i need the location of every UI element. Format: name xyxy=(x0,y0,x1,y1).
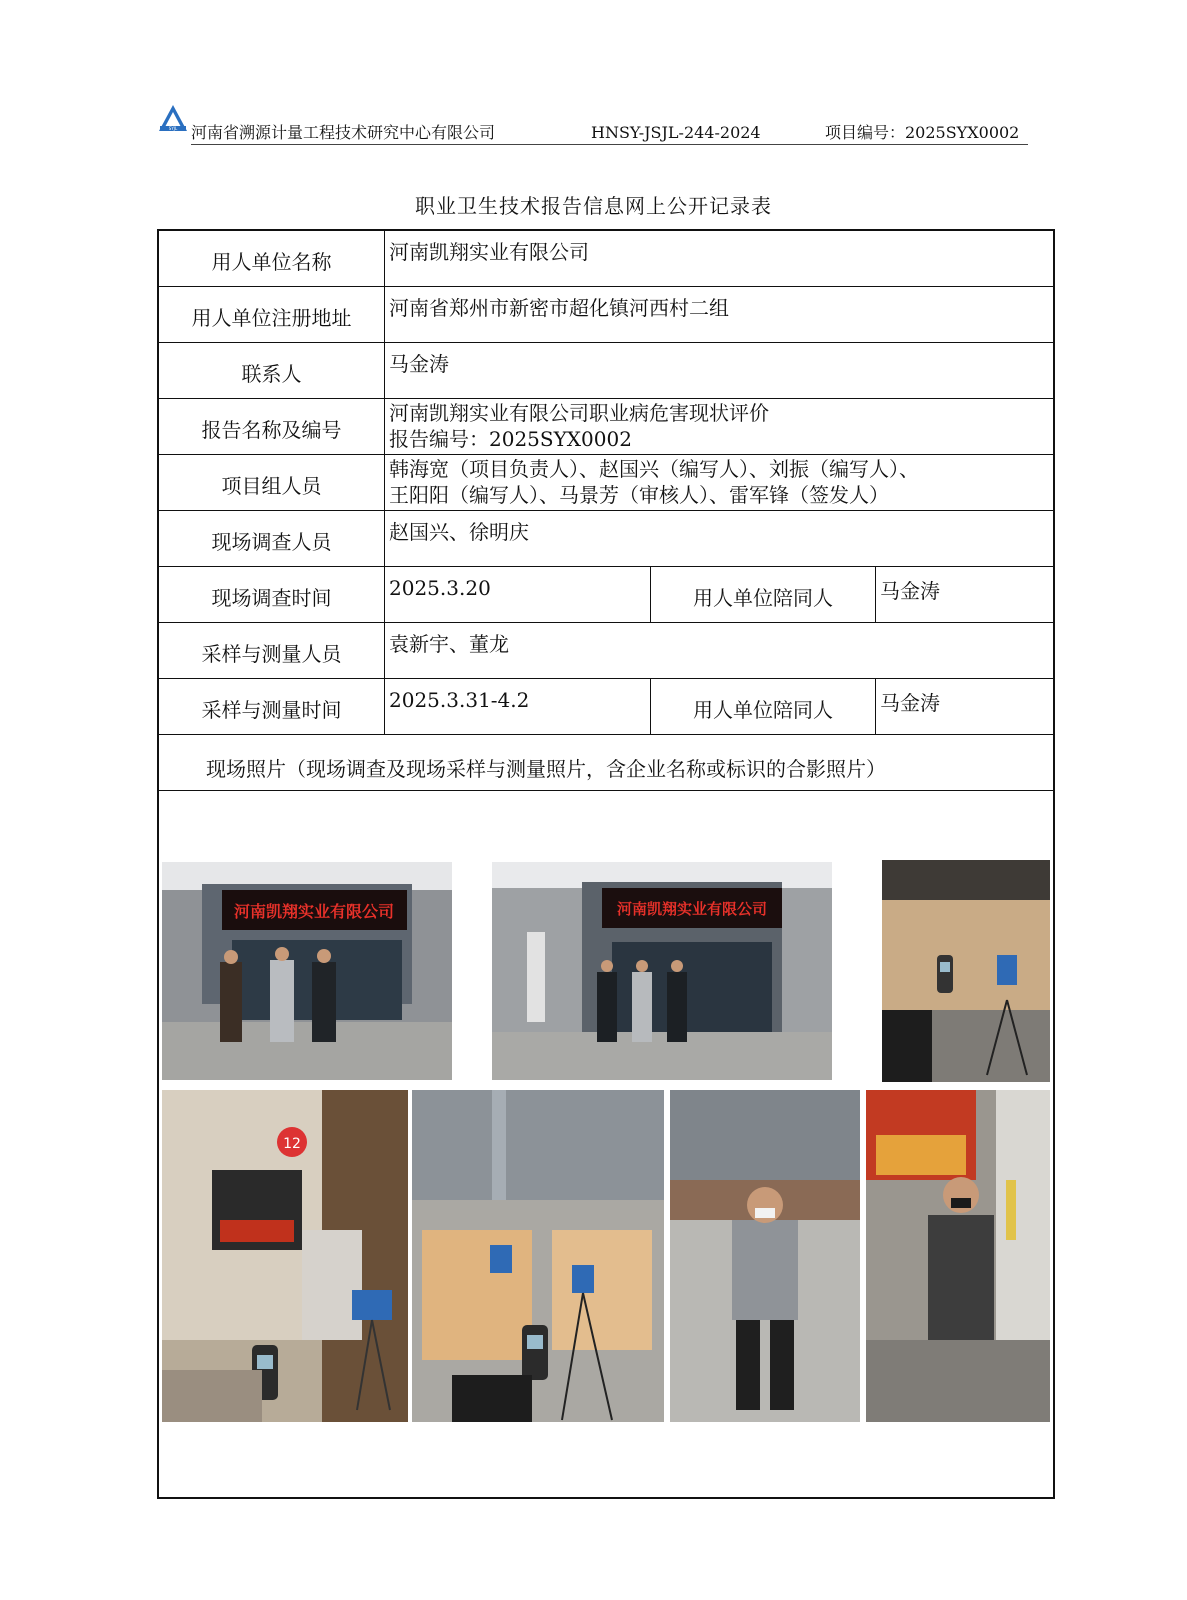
machine-number: 12 xyxy=(283,1136,301,1152)
header-doc-code: HNSY-JSJL-244-2024 xyxy=(591,123,761,142)
photo-group-entrance-1 xyxy=(162,862,452,1080)
value-address: 河南省郑州市新密市超化镇河西村二组 xyxy=(389,296,729,320)
header-company: 河南省溯源计量工程技术研究中心有限公司 xyxy=(191,123,496,142)
row-team xyxy=(159,455,1053,511)
page-header xyxy=(158,104,1048,144)
row-report xyxy=(159,399,1053,455)
label-unit-name: 用人单位名称 xyxy=(159,231,385,286)
sign-text: 河南凯翔实业有限公司 xyxy=(233,902,395,921)
label-team: 项目组人员 xyxy=(159,455,385,510)
value-samplers: 袁新宇、董龙 xyxy=(389,632,509,656)
photo-brick-yard-measurement xyxy=(882,860,1050,1082)
label-samplers: 采样与测量人员 xyxy=(159,623,385,678)
row-unit-name xyxy=(159,231,1053,287)
label-sampling-time: 采样与测量时间 xyxy=(159,679,385,734)
row-sampling-time xyxy=(159,679,1053,735)
row-investigation-time xyxy=(159,567,1053,623)
label-investigation-companion: 用人单位陪同人 xyxy=(651,567,876,622)
value-unit-name: 河南凯翔实业有限公司 xyxy=(389,240,589,264)
value-contact: 马金涛 xyxy=(389,352,449,376)
label-investigators: 现场调查人员 xyxy=(159,511,385,566)
photos-heading: 现场照片（现场调查及现场采样与测量照片，含企业名称或标识的合影照片） xyxy=(206,757,886,781)
header-rule xyxy=(191,144,1028,145)
header-project-number: 项目编号：2025SYX0002 xyxy=(825,123,1020,142)
team-line-2: 王阳阳（编写人）、马景芳（审核人）、雷军锋（签发人） xyxy=(389,483,889,507)
photo-press-machine-measurement xyxy=(162,1090,408,1422)
photo-worker-2 xyxy=(866,1090,1050,1422)
svg-text:河南凯翔实业有限公司: 河南凯翔实业有限公司 xyxy=(616,900,768,918)
row-contact xyxy=(159,343,1053,399)
svg-text:SYJL: SYJL xyxy=(168,126,178,131)
value-team xyxy=(385,455,1053,510)
label-address: 用人单位注册地址 xyxy=(159,287,385,342)
value-sampling-time: 2025.3.31-4.2 xyxy=(385,679,651,734)
report-number: 报告编号：2025SYX0002 xyxy=(389,427,632,451)
value-investigators: 赵国兴、徐明庆 xyxy=(389,520,529,544)
page-title: 职业卫生技术报告信息网上公开记录表 xyxy=(415,194,772,218)
row-samplers xyxy=(159,623,1053,679)
row-photos-heading xyxy=(159,735,1053,791)
label-report: 报告名称及编号 xyxy=(159,399,385,454)
row-investigators xyxy=(159,511,1053,567)
photo-workshop-measurement xyxy=(412,1090,664,1422)
value-sampling-companion: 马金涛 xyxy=(880,691,940,715)
row-address xyxy=(159,287,1053,343)
team-line-1: 韩海宽（项目负责人）、赵国兴（编写人）、刘振（编写人）、 xyxy=(389,457,919,481)
photo-worker-1 xyxy=(670,1090,860,1422)
label-contact: 联系人 xyxy=(159,343,385,398)
value-investigation-companion: 马金涛 xyxy=(880,579,940,603)
report-name: 河南凯翔实业有限公司职业病危害现状评价 xyxy=(389,401,769,425)
value-report xyxy=(385,399,1053,454)
photo-group-entrance-2 xyxy=(492,862,832,1080)
label-investigation-time: 现场调查时间 xyxy=(159,567,385,622)
value-investigation-time: 2025.3.20 xyxy=(385,567,651,622)
label-sampling-companion: 用人单位陪同人 xyxy=(651,679,876,734)
